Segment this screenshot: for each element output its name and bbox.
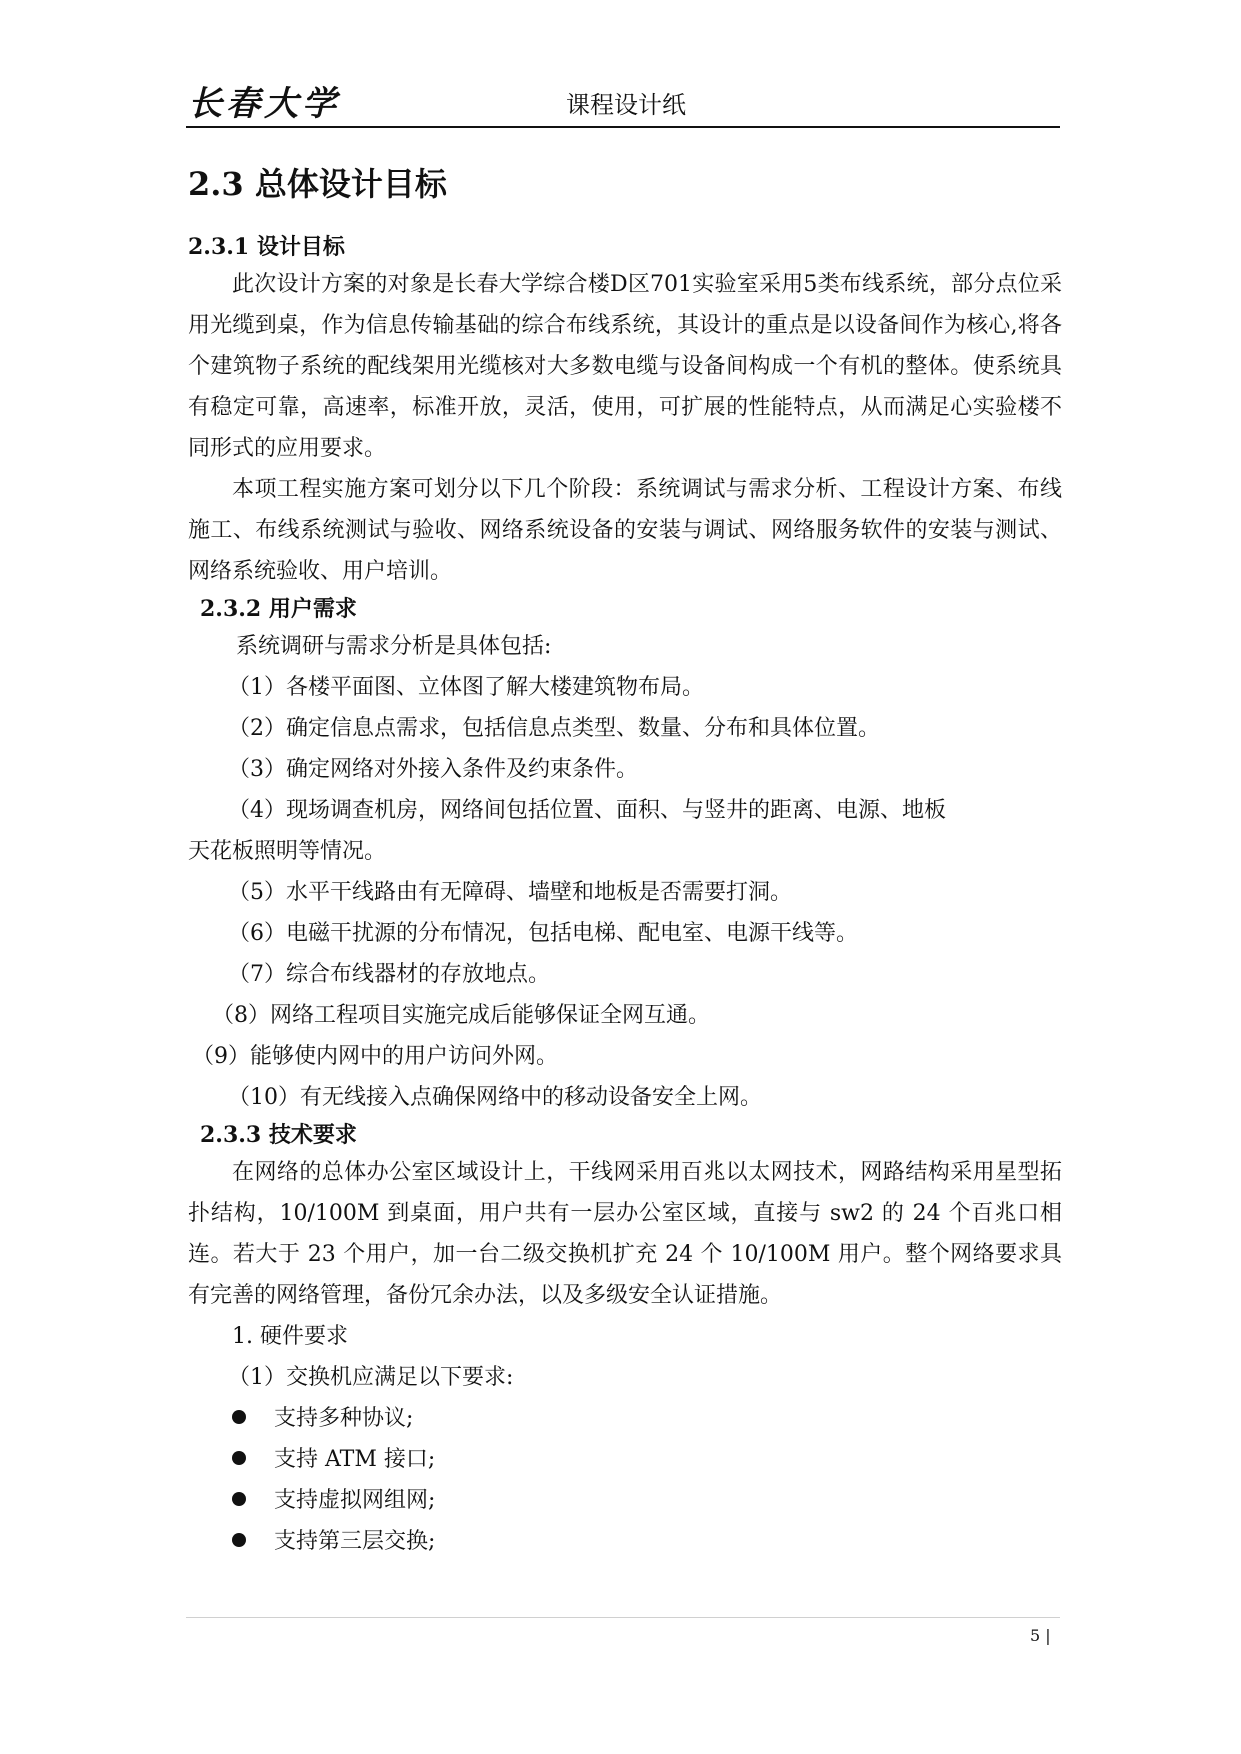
switch-requirements-title: （1）交换机应满足以下要求: (228, 1365, 514, 1390)
bullet-item (188, 1521, 1062, 1562)
bullet-item (188, 1480, 1062, 1521)
page-number: 5 | (1030, 1626, 1051, 1645)
list-item: （3）确定网络对外接入条件及约束条件。 (228, 757, 638, 782)
paragraph: 此次设计方案的对象是长春大学综合楼D区701实验室采用5类布线系统，部分点位采用光缆到桌，作为信息传输基础的综合布线系统，其设计的重点是以设备间作为核心,将各个建筑物子系统的配线架用光缆核对大多数电缆与设备间构成一个有机的整体。使系统具有稳定可靠，高速率，标准开放，灵活，使用，可扩展的性能特点，从而满足心实验楼不同形式的应用要求。 (188, 272, 1062, 461)
section-title: 2.3 总体设计目标 (188, 165, 447, 203)
bullet-text: 支持第三层交换; (274, 1529, 436, 1554)
bullet-item (188, 1439, 1062, 1480)
paragraph: 本项工程实施方案可划分以下几个阶段：系统调试与需求分析、工程设计方案、布线施工、布线系统测试与验收、网络系统设备的安装与调试、网络服务软件的安装与测试、网络系统验收、用户培训。 (188, 477, 1062, 584)
bullet-item (188, 1398, 1062, 1439)
list-item: （9）能够使内网中的用户访问外网。 (192, 1044, 558, 1069)
list-item-continuation: 天花板照明等情况。 (188, 839, 387, 864)
list-item: （7）综合布线器材的存放地点。 (228, 962, 550, 987)
list-item: （6）电磁干扰源的分布情况，包括电梯、配电室、电源干线等。 (228, 921, 858, 946)
university-logo: 长春大学 (188, 84, 340, 124)
document-body (188, 160, 1062, 1562)
hardware-requirements-title: 1. 硬件要求 (232, 1324, 348, 1349)
paragraph: 在网络的总体办公室区域设计上，干线网采用百兆以太网技术，网路结构采用星型拓扑结构，10/100M 到桌面，用户共有一层办公室区域，直接与 sw2 的 24 个百兆口相连。若大于 23 个用户，加一台二级交换机扩充 24 个 10/100M 用户。整个网络要求具有完善的网络管理，备份冗余办法，以及多级安全认证措施。 (188, 1160, 1062, 1308)
header-title: 课程设计纸 (566, 91, 686, 119)
bullet-dot-icon (232, 1492, 246, 1506)
bullet-text: 支持 ATM 接口; (274, 1447, 436, 1472)
bullet-dot-icon (232, 1410, 246, 1424)
list-item: （8）网络工程项目实施完成后能够保证全网互通。 (212, 1003, 710, 1028)
list-intro: 系统调研与需求分析是具体包括: (236, 634, 552, 659)
list-item: （2）确定信息点需求，包括信息点类型、数量、分布和具体位置。 (228, 716, 880, 741)
footer-divider (186, 1617, 1060, 1618)
list-item: （10）有无线接入点确保网络中的移动设备安全上网。 (228, 1085, 762, 1110)
list-item: （1）各楼平面图、立体图了解大楼建筑物布局。 (228, 675, 704, 700)
bullet-dot-icon (232, 1533, 246, 1547)
subsection-title-technical-requirements: 2.3.3 技术要求 (200, 1122, 357, 1148)
page-header (186, 82, 1060, 128)
bullet-dot-icon (232, 1451, 246, 1465)
subsection-title-user-requirements: 2.3.2 用户需求 (200, 596, 357, 622)
bullet-text: 支持多种协议; (274, 1406, 414, 1431)
subsection-title-design-goal: 2.3.1 设计目标 (188, 234, 345, 260)
list-item: （5）水平干线路由有无障碍、墙壁和地板是否需要打洞。 (228, 880, 792, 905)
list-item: （4）现场调查机房，网络间包括位置、面积、与竖井的距离、电源、地板 (228, 798, 946, 823)
bullet-text: 支持虚拟网组网; (274, 1488, 436, 1513)
